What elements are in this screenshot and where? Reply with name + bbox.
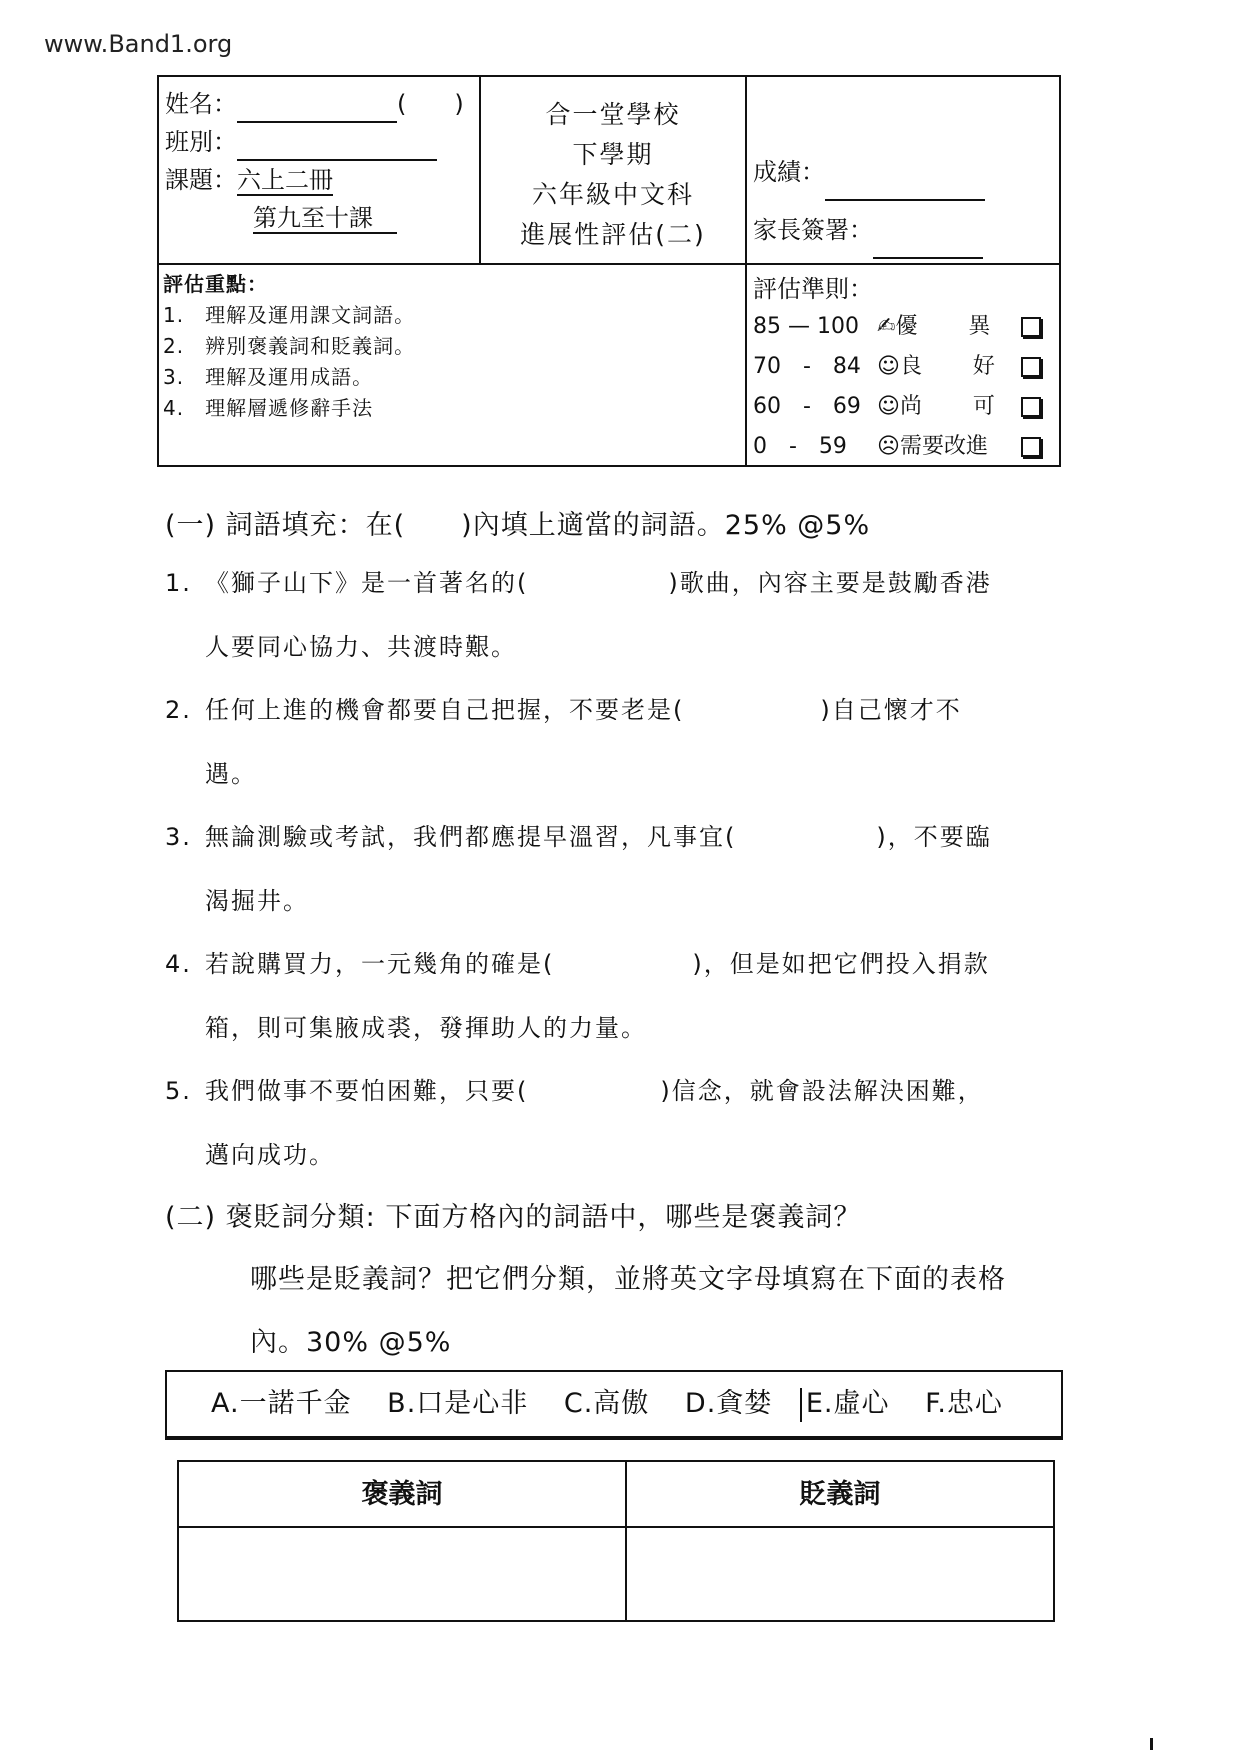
checkbox-good[interactable] <box>1021 357 1041 377</box>
parent-sign-label: 家長簽署： <box>753 216 873 244</box>
section2-instruction-line3: 內。30% @5% <box>250 1327 452 1358</box>
neutral-face-icon: ☺ <box>877 394 900 419</box>
option-d: D.貪婪 <box>684 1388 773 1419</box>
divider <box>800 1388 802 1422</box>
question-1-line2: 人要同心協力、共渡時艱。 <box>205 633 517 661</box>
rubric-row-good <box>753 347 1059 387</box>
checkbox-fair[interactable] <box>1021 397 1041 417</box>
question-3-line1: 3. 無論測驗或考試，我們都應提早溫習，凡事宜( )，不要臨 <box>165 823 992 851</box>
question-3-line2: 渴掘井。 <box>205 887 309 915</box>
focus-item: 2. 辨別褒義詞和貶義詞。 <box>163 334 416 358</box>
score-cell <box>747 77 1059 265</box>
rubric-label: 尚 可 <box>899 394 995 419</box>
question-4-line1: 4. 若說購買力，一元幾角的確是( )，但是如把它們投入捐款 <box>165 950 990 978</box>
student-info-cell <box>159 77 481 265</box>
question-5-line2: 邁向成功。 <box>205 1141 335 1169</box>
name-blank[interactable] <box>237 91 397 123</box>
question-2-line1: 2. 任何上進的機會都要自己把握，不要老是( )自己懷才不 <box>165 696 962 724</box>
question-2-line2: 遇。 <box>205 760 257 788</box>
question-number: 4. <box>165 950 192 978</box>
question-number: 5. <box>165 1077 192 1105</box>
commendatory-answer-cell[interactable] <box>179 1528 627 1620</box>
question-number: 1. <box>165 569 192 597</box>
question-number: 2. <box>165 696 192 724</box>
word-options-box <box>165 1370 1063 1438</box>
header-table <box>157 75 1061 467</box>
rubric-row-needs-improvement <box>753 427 1059 467</box>
topic-row <box>165 161 479 199</box>
smile-icon: ☺ <box>877 354 900 379</box>
class-blank[interactable] <box>237 129 437 161</box>
section2-heading: (二) 褒貶詞分類: 下面方格內的詞語中，哪些是褒義詞？ <box>165 1202 862 1233</box>
rubric-range: 0 - 59 <box>753 434 847 459</box>
thumbs-up-icon: ✍ <box>877 314 896 339</box>
name-label: 姓名： <box>165 90 237 118</box>
focus-item: 4. 理解層遞修辭手法 <box>163 396 374 420</box>
question-4-line2: 箱，則可集腋成裘，發揮助人的力量。 <box>205 1014 647 1042</box>
score-label: 成績： <box>753 158 825 186</box>
watermark: www.Band1.org <box>44 30 233 58</box>
rubric-row-fair <box>753 387 1059 427</box>
checkbox-needs-improvement[interactable] <box>1021 437 1041 457</box>
page-mark <box>1150 1738 1153 1750</box>
option-a: A.一諾千金 <box>211 1388 352 1419</box>
rubric-range: 85 — 100 <box>753 314 859 339</box>
section1-heading: (一) 詞語填充：在( )內填上適當的詞語。25% @5% <box>165 510 871 541</box>
option-b: B.口是心非 <box>387 1388 529 1419</box>
commendatory-header: 褒義詞 <box>179 1462 627 1528</box>
rubric-label: 優 異 <box>895 314 991 339</box>
rubric-label: 良 好 <box>899 354 995 379</box>
topic-row-2 <box>165 199 479 237</box>
option-c: C.高傲 <box>563 1388 650 1419</box>
class-row <box>165 123 479 161</box>
question-5-line1: 5. 我們做事不要怕困難，只要( )信念，就會設法解決困難， <box>165 1077 984 1105</box>
section2-instruction-line2: 哪些是貶義詞？把它們分類，並將英文字母填寫在下面的表格 <box>250 1264 1006 1295</box>
frown-face-icon: ☹ <box>877 434 900 459</box>
assessment-title: 進展性評估(二) <box>520 220 706 249</box>
rubric-range: 60 - 69 <box>753 394 861 419</box>
subject: 六年級中文科 <box>531 180 694 209</box>
classification-table <box>177 1460 1055 1622</box>
assessment-focus-cell <box>159 265 747 465</box>
focus-item: 3. 理解及運用成語。 <box>163 365 374 389</box>
rubric-heading: 評估準則： <box>753 275 873 303</box>
rubric-row-excellent <box>753 307 1059 347</box>
topic-line1: 六上二冊 <box>237 166 333 194</box>
derogatory-header: 貶義詞 <box>627 1462 1053 1528</box>
question-1-line1: 1. 《獅子山下》是一首著名的( )歌曲，內容主要是鼓勵香港 <box>165 569 992 597</box>
rubric-range: 70 - 84 <box>753 354 861 379</box>
checkbox-excellent[interactable] <box>1021 317 1041 337</box>
rubric-cell <box>747 265 1059 465</box>
parent-sign-blank[interactable] <box>873 227 983 259</box>
question-number: 3. <box>165 823 192 851</box>
rubric-label: 需要改進 <box>899 434 988 459</box>
school-name: 合一堂學校 <box>545 100 681 129</box>
focus-heading: 評估重點： <box>163 272 268 296</box>
name-row <box>165 85 479 123</box>
focus-item: 1. 理解及運用課文詞語。 <box>163 303 416 327</box>
topic-label: 課題： <box>165 166 237 194</box>
class-label: 班別： <box>165 128 237 156</box>
topic-line2: 第九至十課 <box>253 204 397 234</box>
class-number-paren: ( ) <box>397 90 464 118</box>
score-blank[interactable] <box>825 169 985 201</box>
option-e: E.虛心 <box>805 1388 890 1419</box>
parent-sign-row <box>753 201 1059 259</box>
option-f: F.忠心 <box>925 1388 1003 1419</box>
derogatory-answer-cell[interactable] <box>627 1528 1053 1620</box>
score-row <box>753 143 1059 201</box>
term: 下學期 <box>572 140 654 169</box>
title-cell <box>481 77 747 265</box>
